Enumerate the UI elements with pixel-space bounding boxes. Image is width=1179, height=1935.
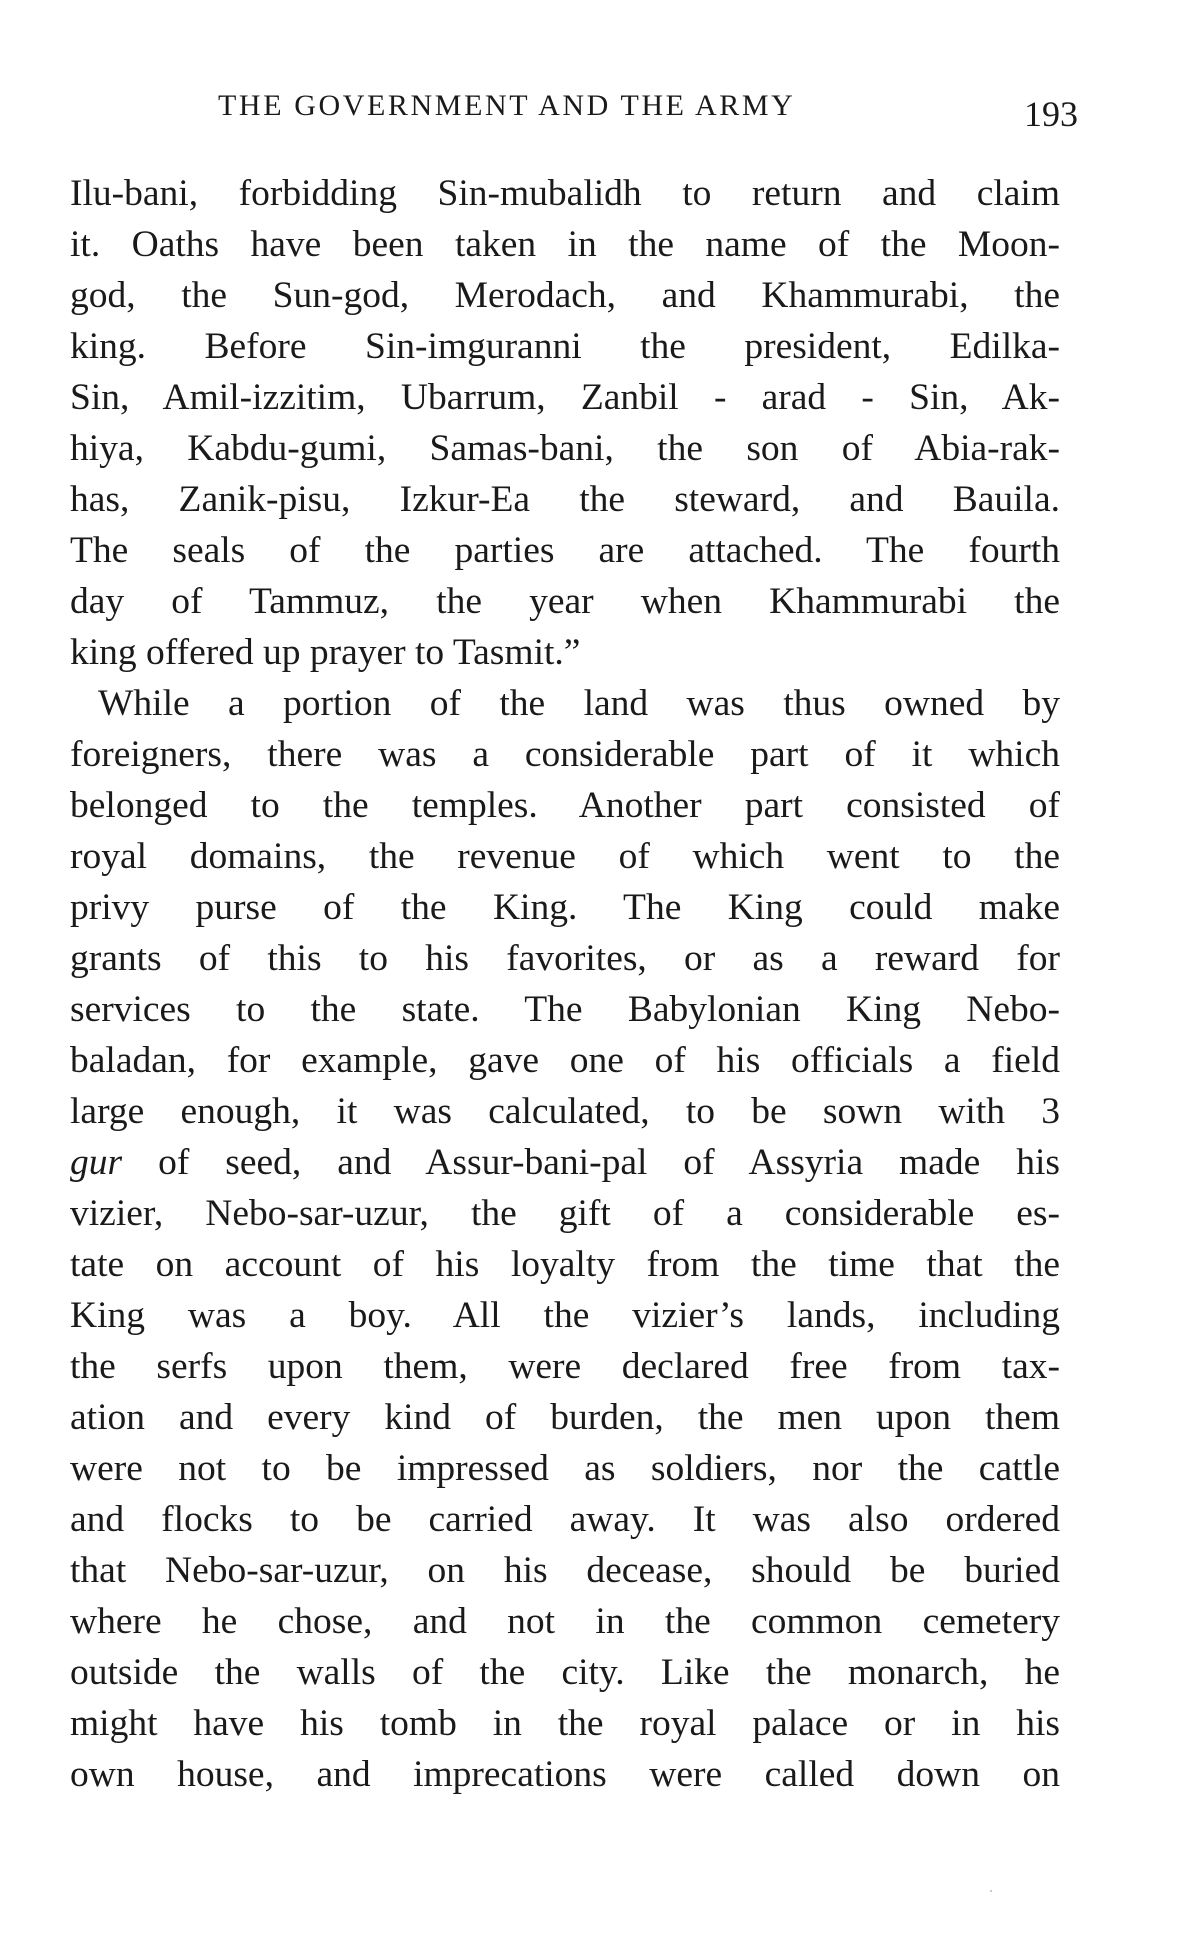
text-line: hiya, Kabdu-gumi, Samas-bani, the son of Abia-rak- bbox=[70, 428, 1060, 469]
text-line: grants of this to his favorites, or as a reward for bbox=[70, 938, 1060, 979]
text-line: large enough, it was calculated, to be sown with 3 bbox=[70, 1091, 1060, 1132]
text-line: god, the Sun-god, Merodach, and Khammurabi, the bbox=[70, 275, 1060, 316]
text-line: foreigners, there was a considerable part of it which bbox=[70, 734, 1060, 775]
text-line-with-italic bbox=[70, 1137, 1060, 1188]
text-line: might have his tomb in the royal palace or in his bbox=[70, 1703, 1060, 1744]
text-line: where he chose, and not in the common cemetery bbox=[70, 1601, 1060, 1642]
text-line: ation and every kind of burden, the men upon them bbox=[70, 1397, 1060, 1438]
body-text bbox=[70, 168, 1060, 1800]
paragraph-2 bbox=[70, 678, 1060, 1800]
text-line: that Nebo-sar-uzur, on his decease, should be buried bbox=[70, 1550, 1060, 1591]
italic-term: gur bbox=[70, 1142, 123, 1183]
running-title: THE GOVERNMENT AND THE ARMY bbox=[218, 89, 796, 122]
text-segment: of seed, and Assur-bani-pal of Assyria made his bbox=[122, 1142, 1060, 1183]
text-line: were not to be impressed as soldiers, nor the cattle bbox=[70, 1448, 1060, 1489]
text-line: outside the walls of the city. Like the monarch, he bbox=[70, 1652, 1060, 1693]
text-line: King was a boy. All the vizier’s lands, including bbox=[70, 1295, 1060, 1336]
text-line: services to the state. The Babylonian King Nebo- bbox=[70, 989, 1060, 1030]
text-line: king offered up prayer to Tasmit.” bbox=[70, 632, 581, 673]
text-line: The seals of the parties are attached. The fourth bbox=[70, 530, 1060, 571]
text-line: While a portion of the land was thus owned by bbox=[98, 683, 1060, 724]
text-line: it. Oaths have been taken in the name of the Moon- bbox=[70, 224, 1060, 265]
text-line: Sin, Amil-izzitim, Ubarrum, Zanbil - arad - Sin, Ak- bbox=[70, 377, 1060, 418]
text-line: day of Tammuz, the year when Khammurabi the bbox=[70, 581, 1060, 622]
page-number: 193 bbox=[1024, 94, 1078, 134]
text-line: king. Before Sin-imguranni the president, Edilka- bbox=[70, 326, 1060, 367]
text-line: baladan, for example, gave one of his officials a field bbox=[70, 1040, 1060, 1081]
paragraph-1 bbox=[70, 168, 1060, 678]
text-line: vizier, Nebo-sar-uzur, the gift of a considerable es- bbox=[70, 1193, 1060, 1234]
text-line: privy purse of the King. The King could make bbox=[70, 887, 1060, 928]
text-line: Ilu-bani, forbidding Sin-mubalidh to return and claim bbox=[70, 173, 1060, 214]
text-line: and flocks to be carried away. It was also ordered bbox=[70, 1499, 1060, 1540]
text-line: belonged to the temples. Another part consisted of bbox=[70, 785, 1060, 826]
text-line: royal domains, the revenue of which went to the bbox=[70, 836, 1060, 877]
paper-speck bbox=[990, 1890, 992, 1892]
running-header bbox=[70, 86, 1078, 146]
text-line: the serfs upon them, were declared free from tax- bbox=[70, 1346, 1060, 1387]
text-line: own house, and imprecations were called down on bbox=[70, 1754, 1060, 1795]
text-line: tate on account of his loyalty from the time that the bbox=[70, 1244, 1060, 1285]
text-line: has, Zanik-pisu, Izkur-Ea the steward, and Bauila. bbox=[70, 479, 1060, 520]
